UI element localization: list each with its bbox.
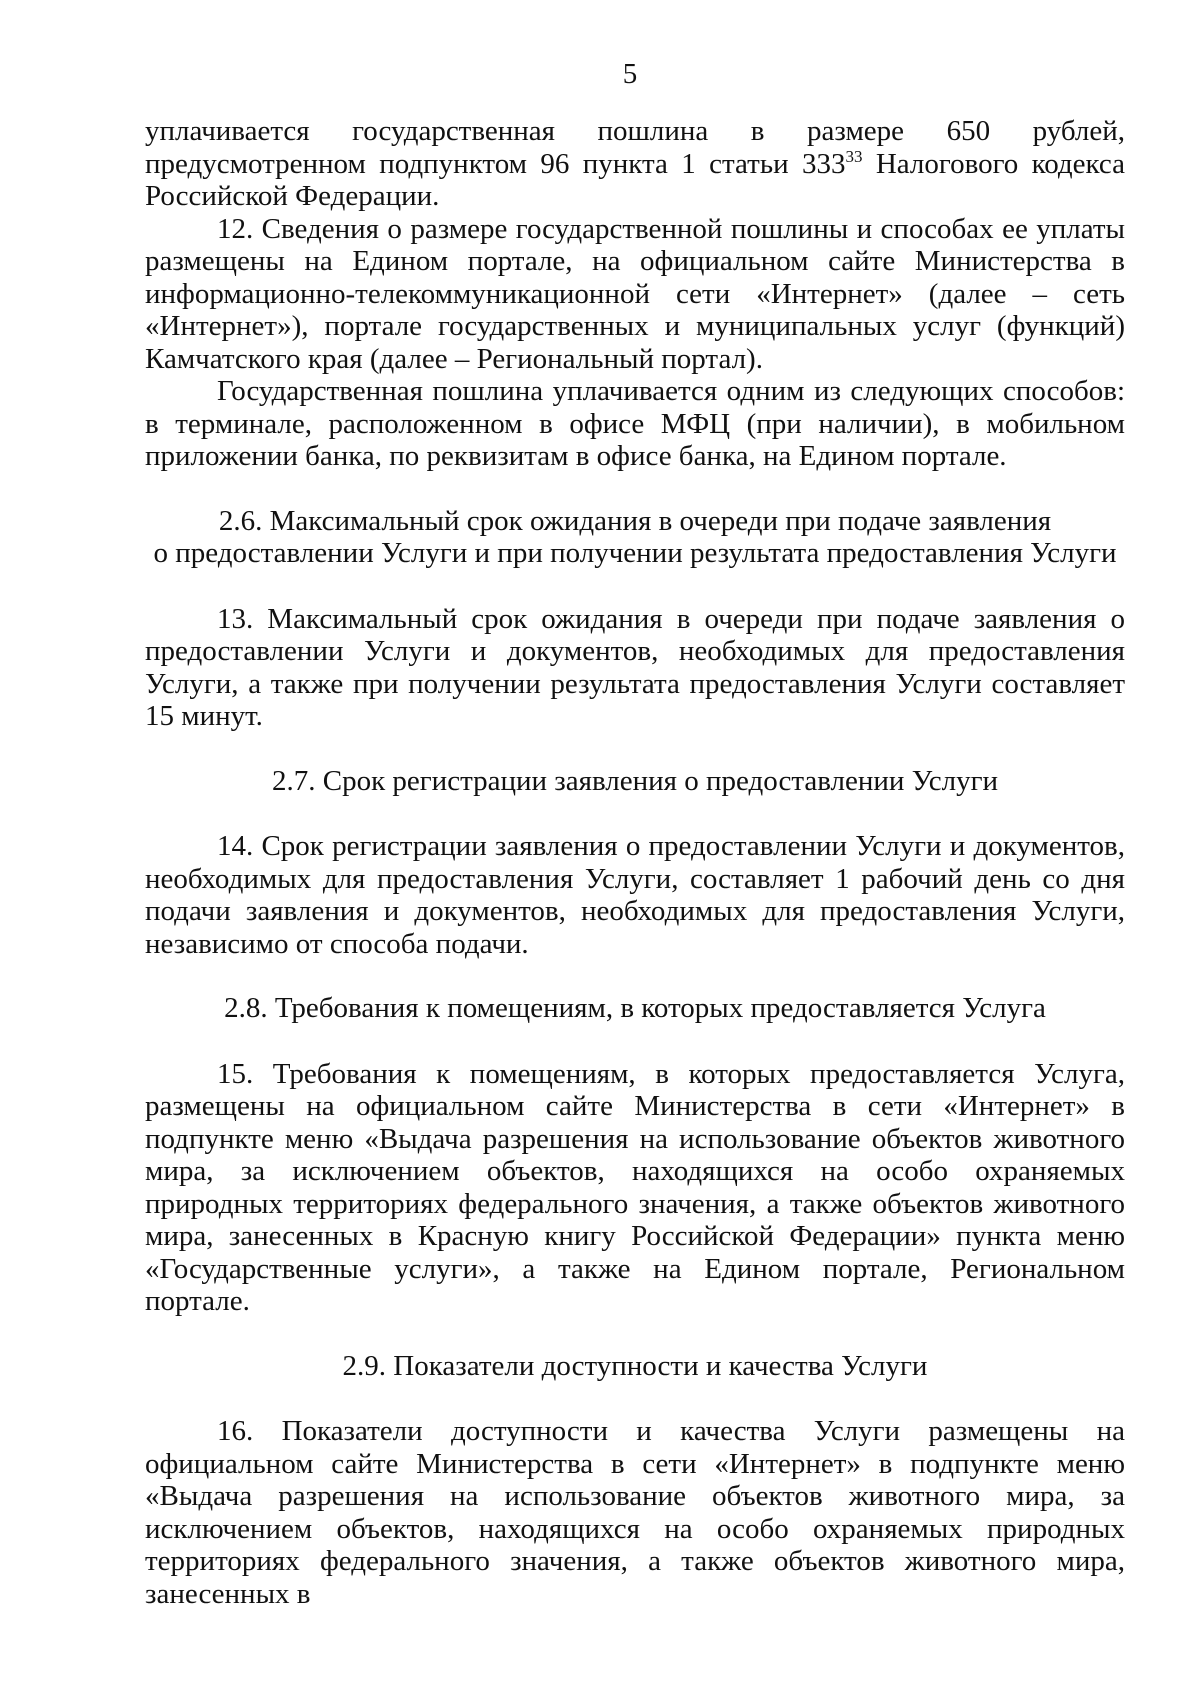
section-heading-2-6-line1: 2.6. Максимальный срок ожидания в очереди при подаче заявления	[218, 504, 1052, 537]
section-heading-2-6	[145, 505, 1125, 570]
paragraph-continuation-text: уплачивается государственная пошлина в размере 650 рублей, предусмотренном подпунктом 96 пункта 1 статьи 333	[145, 115, 1125, 180]
paragraph-12-payment-methods: Государственная пошлина уплачивается одним из следующих способов: в терминале, расположенном в офисе МФЦ (при наличии), в мобильном приложении банка, по реквизитам в офисе банка, на Едином портале.	[145, 375, 1125, 472]
paragraph-continuation-tail: Налогового кодекса Российской Федерации.	[145, 147, 1125, 212]
paragraph-continuation	[145, 115, 1125, 213]
paragraph-16: 16. Показатели доступности и качества Услуги размещены на официальном сайте Министерства в сети «Интернет» в подпункте меню «Выдача разрешения на использование объектов животного мира, за исключением объектов, находящихся на особо охраняемых природных территориях федерального значения, а также объектов животного мира, занесенных в	[145, 1415, 1125, 1610]
section-heading-2-8: 2.8. Требования к помещениям, в которых предоставляется Услуга	[224, 992, 1046, 1024]
article-superscript: 33	[845, 146, 863, 166]
section-heading-2-9: 2.9. Показатели доступности и качества Услуги	[342, 1349, 928, 1382]
paragraph-14: 14. Срок регистрации заявления о предоставлении Услуги и документов, необходимых для предоставления Услуги, составляет 1 рабочий день со дня подачи заявления и документов, необходимых для предоставления Услуги, независимо от способа подачи.	[145, 830, 1125, 960]
page-number: 5	[622, 58, 638, 90]
document-body	[145, 115, 1125, 1610]
section-heading-2-6-line2: о предоставлении Услуги и при получении результата предоставления Услуги	[153, 537, 1117, 569]
paragraph-15: 15. Требования к помещениям, в которых предоставляется Услуга, размещены на официальном сайте Министерства в сети «Интернет» в подпункте меню «Выдача разрешения на использование объектов животного мира, за исключением объектов, находящихся на особо охраняемых природных территориях федерального значения, а также объектов животного мира, занесенных в Красную книгу Российской Федерации» пункта меню «Государственные услуги», а также на Едином портале, Региональном портале.	[145, 1057, 1125, 1317]
section-heading-2-7: 2.7. Срок регистрации заявления о предоставлении Услуги	[271, 764, 999, 797]
paragraph-12: 12. Сведения о размере государственной пошлины и способах ее уплаты размещены на Едином портале, на официальном сайте Министерства в информационно-телекоммуникационной сети «Интернет» (далее – сеть «Интернет»), портале государственных и муниципальных услуг (функций) Камчатского края (далее – Региональный портал).	[145, 212, 1125, 375]
paragraph-13: 13. Максимальный срок ожидания в очереди при подаче заявления о предоставлении Услуги и документов, необходимых для предоставления Услуги, а также при получении результата предоставления Услуги составляет 15 минут.	[145, 602, 1125, 732]
